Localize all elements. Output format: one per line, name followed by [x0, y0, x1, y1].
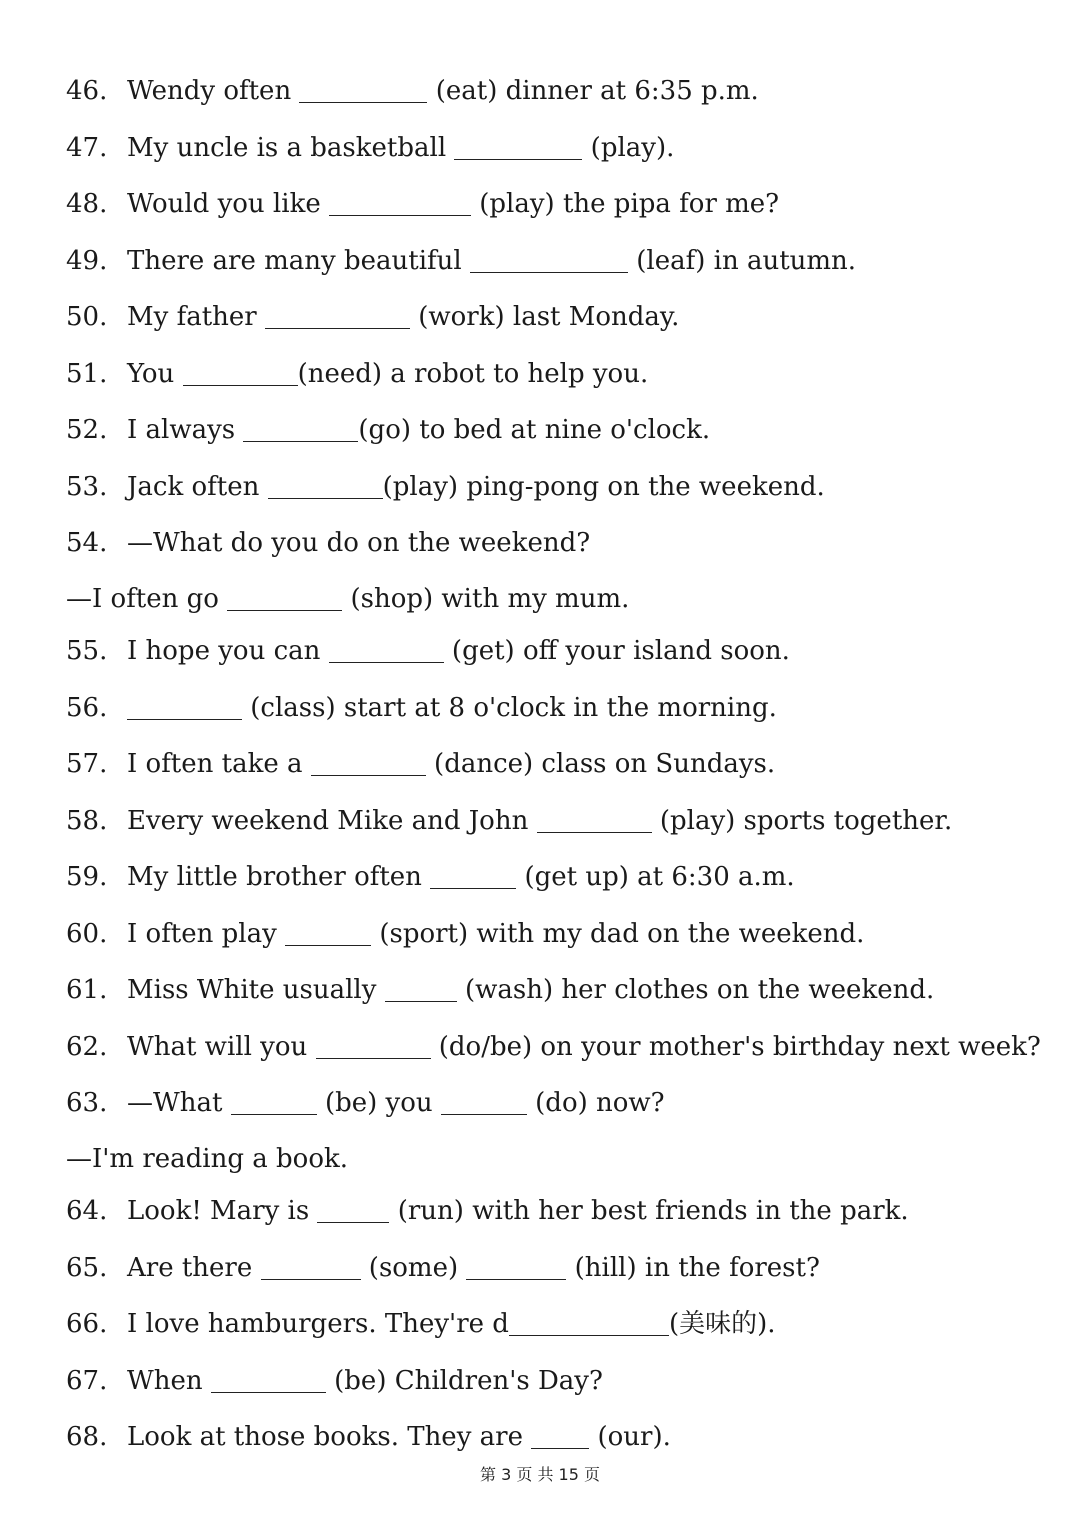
question-line: [66, 241, 856, 281]
answer-blank[interactable]: [509, 1309, 669, 1336]
question-number: 49.: [66, 246, 108, 276]
answer-blank[interactable]: [127, 693, 242, 720]
question-number: 58.: [66, 806, 108, 836]
question-text: My uncle is a basketball: [127, 133, 455, 163]
question-text: (our).: [589, 1422, 671, 1452]
question-line: [66, 688, 777, 728]
question-line: [66, 1361, 603, 1401]
question-line: [66, 631, 790, 671]
question-text: —I often go: [66, 584, 228, 614]
question-line: [66, 857, 795, 897]
answer-blank[interactable]: [265, 302, 410, 329]
question-line: [66, 1027, 1041, 1067]
question-text: (get up) at 6:30 a.m.: [516, 862, 795, 892]
answer-blank[interactable]: [285, 919, 371, 946]
question-text: My father: [127, 302, 265, 332]
question-text: (shop) with my mum.: [342, 584, 630, 614]
answer-blank[interactable]: [385, 975, 457, 1002]
question-text: (run) with her best friends in the park.: [389, 1196, 909, 1226]
question-line: [66, 410, 710, 450]
answer-blank[interactable]: [211, 1366, 326, 1393]
answer-blank[interactable]: [268, 472, 383, 499]
question-number: 60.: [66, 919, 108, 949]
question-line: [66, 1417, 671, 1457]
question-line: [66, 128, 674, 168]
question-text: (be) Children's Day?: [325, 1366, 603, 1396]
question-line: [66, 914, 864, 954]
answer-blank[interactable]: [329, 189, 471, 216]
answer-blank[interactable]: [231, 1088, 317, 1115]
question-number: 66.: [66, 1309, 108, 1339]
question-text: (get) off your island soon.: [443, 636, 790, 666]
question-number: 53.: [66, 472, 108, 502]
question-text: (class) start at 8 o'clock in the morning.: [242, 693, 777, 723]
question-line: [66, 354, 648, 394]
answer-blank[interactable]: [441, 1088, 527, 1115]
question-line: [66, 1248, 820, 1288]
question-line: [66, 1191, 909, 1231]
question-text: My little brother often: [127, 862, 431, 892]
question-text: (sport) with my dad on the weekend.: [371, 919, 865, 949]
question-number: 47.: [66, 133, 108, 163]
question-line: [66, 523, 590, 563]
question-number: 59.: [66, 862, 108, 892]
question-text: I always: [127, 415, 244, 445]
question-text: Jack often: [127, 472, 268, 502]
question-line: [66, 1304, 776, 1344]
question-text: (美味的).: [668, 1309, 776, 1339]
question-number: 48.: [66, 189, 108, 219]
answer-blank[interactable]: [430, 862, 516, 889]
question-number: 61.: [66, 975, 108, 1005]
question-text: Wendy often: [127, 76, 300, 106]
answer-blank[interactable]: [329, 636, 444, 663]
question-number: 50.: [66, 302, 108, 332]
question-text: I often take a: [127, 749, 311, 779]
question-text: (dance) class on Sundays.: [425, 749, 776, 779]
question-line: [66, 579, 629, 619]
question-number: 67.: [66, 1366, 108, 1396]
question-text: (leaf) in autumn.: [627, 246, 857, 276]
question-text: Are there: [127, 1253, 261, 1283]
question-number: 52.: [66, 415, 108, 445]
question-text: I hope you can: [127, 636, 329, 666]
answer-blank[interactable]: [311, 749, 426, 776]
question-text: (play) sports together.: [651, 806, 953, 836]
question-text: Miss White usually: [127, 975, 385, 1005]
answer-blank[interactable]: [454, 133, 582, 160]
question-line: [66, 1083, 665, 1123]
question-text: There are many beautiful: [127, 246, 470, 276]
question-number: 65.: [66, 1253, 108, 1283]
question-number: 46.: [66, 76, 108, 106]
question-text: Look! Mary is: [127, 1196, 318, 1226]
question-text: (play) ping-pong on the weekend.: [382, 472, 825, 502]
question-line: [66, 184, 779, 224]
question-text: —I'm reading a book.: [66, 1144, 349, 1174]
question-text: Would you like: [127, 189, 329, 219]
answer-blank[interactable]: [299, 76, 427, 103]
question-text: (do/be) on your mother's birthday next week?: [430, 1032, 1041, 1062]
question-number: 56.: [66, 693, 108, 723]
question-line: [66, 970, 934, 1010]
question-line: [66, 297, 679, 337]
answer-blank[interactable]: [466, 1253, 566, 1280]
question-text: When: [127, 1366, 211, 1396]
question-number: 54.: [66, 528, 108, 558]
answer-blank[interactable]: [317, 1196, 389, 1223]
question-line: [66, 801, 952, 841]
question-line: [66, 467, 825, 507]
question-text: (do) now?: [526, 1088, 665, 1118]
question-text: I often play: [127, 919, 286, 949]
answer-blank[interactable]: [183, 359, 298, 386]
question-text: (go) to bed at nine o'clock.: [358, 415, 711, 445]
question-text: What will you: [127, 1032, 316, 1062]
answer-blank[interactable]: [243, 415, 358, 442]
question-text: —What: [127, 1088, 231, 1118]
question-text: (work) last Monday.: [409, 302, 680, 332]
question-line: [66, 744, 775, 784]
question-text: Look at those books. They are: [127, 1422, 532, 1452]
question-number: 55.: [66, 636, 108, 666]
question-number: 68.: [66, 1422, 108, 1452]
question-text: (eat) dinner at 6:35 p.m.: [427, 76, 759, 106]
answer-blank[interactable]: [537, 806, 652, 833]
answer-blank[interactable]: [470, 246, 628, 273]
question-text: (be) you: [316, 1088, 441, 1118]
question-text: (some): [360, 1253, 467, 1283]
question-line: [66, 1139, 348, 1179]
question-number: 57.: [66, 749, 108, 779]
answer-blank[interactable]: [227, 584, 342, 611]
answer-blank[interactable]: [261, 1253, 361, 1280]
question-text: (wash) her clothes on the weekend.: [456, 975, 935, 1005]
page-footer: 第 3 页 共 15 页: [480, 1465, 600, 1484]
question-text: Every weekend Mike and John: [127, 806, 537, 836]
question-line: [66, 71, 759, 111]
question-number: 63.: [66, 1088, 108, 1118]
question-text: (play) the pipa for me?: [470, 189, 780, 219]
question-number: 64.: [66, 1196, 108, 1226]
question-text: You: [127, 359, 183, 389]
question-number: 62.: [66, 1032, 108, 1062]
answer-blank[interactable]: [316, 1032, 431, 1059]
question-text: —What do you do on the weekend?: [127, 528, 591, 558]
question-text: (need) a robot to help you.: [297, 359, 649, 389]
question-number: 51.: [66, 359, 108, 389]
question-text: (play).: [582, 133, 675, 163]
answer-blank[interactable]: [531, 1422, 589, 1449]
question-text: I love hamburgers. They're d: [127, 1309, 509, 1339]
question-text: (hill) in the forest?: [566, 1253, 820, 1283]
